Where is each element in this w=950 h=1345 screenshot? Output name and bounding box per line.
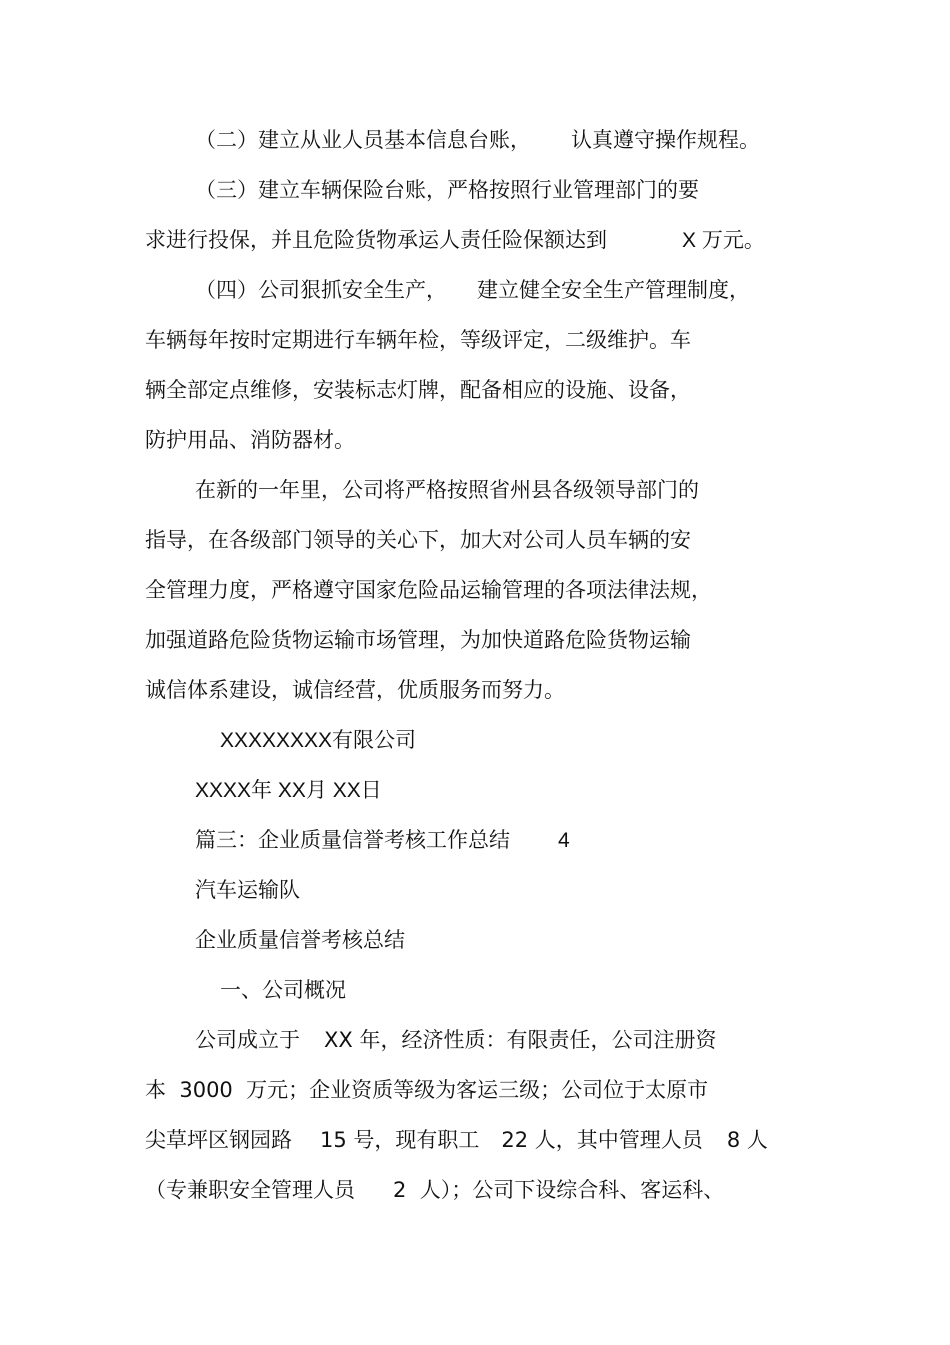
text-line-12 <box>145 680 565 701</box>
text-line-22 <box>145 1180 724 1201</box>
text-line-17 <box>195 930 405 951</box>
text-segment: 汽车运输队 <box>195 878 300 902</box>
text-segment: 诚信体系建设，诚信经营，优质服务而努力。 <box>145 678 565 702</box>
text-segment: 2 人）；公司下设综合科、客运科、 <box>393 1178 725 1202</box>
text-line-19 <box>195 1030 716 1051</box>
text-segment: 15 号，现有职工 <box>320 1128 480 1152</box>
text-segment: 8 人 <box>726 1128 768 1152</box>
text-segment: 求进行投保，并且危险货物承运人责任险保额达到 <box>145 228 607 252</box>
text-segment: 本 3000 万元；企业资质等级为客运三级；公司位于太原市 <box>145 1078 709 1102</box>
text-segment: 篇三：企业质量信誉考核工作总结 <box>195 828 510 852</box>
text-segment: 认真遵守操作规程。 <box>571 128 760 152</box>
text-segment: XX 年，经济性质：有限责任，公司注册资 <box>324 1028 717 1052</box>
text-segment: 企业质量信誉考核总结 <box>195 928 405 952</box>
text-segment: 在新的一年里，公司将严格按照省州县各级领导部门的 <box>195 478 699 502</box>
subheading-overview <box>220 980 346 1001</box>
company-signature <box>220 730 416 751</box>
text-segment: XXXXXXXX有限公司 <box>220 729 417 752</box>
text-segment: 一、公司概况 <box>220 978 346 1002</box>
text-segment: 车辆每年按时定期进行车辆年检，等级评定，二级维护。车 <box>145 328 691 352</box>
text-segment: 防护用品、消防器材。 <box>145 428 355 452</box>
text-line-3 <box>145 230 765 251</box>
section-heading-3 <box>195 830 570 851</box>
text-line-1 <box>195 130 760 151</box>
text-segment: X 万元。 <box>682 229 765 252</box>
text-line-16 <box>195 880 300 901</box>
text-line-8 <box>195 480 699 501</box>
text-line-6 <box>145 380 691 401</box>
text-line-21 <box>145 1130 768 1151</box>
text-line-11 <box>145 630 691 651</box>
text-segment: （专兼职安全管理人员 <box>145 1178 355 1202</box>
text-line-5 <box>145 330 691 351</box>
text-line-2 <box>195 180 699 201</box>
text-segment: 全管理力度，严格遵守国家危险品运输管理的各项法律法规， <box>145 578 712 602</box>
text-segment: 公司成立于 <box>195 1028 300 1052</box>
text-line-9 <box>145 530 691 551</box>
text-segment: （三）建立车辆保险台账，严格按照行业管理部门的要 <box>195 178 699 202</box>
text-line-20 <box>145 1080 708 1101</box>
text-segment: 建立健全安全生产管理制度， <box>477 278 750 302</box>
text-segment: 尖草坪区钢园路 <box>145 1128 292 1152</box>
text-segment: 辆全部定点维修，安装标志灯牌，配备相应的设施、设备， <box>145 378 691 402</box>
text-segment: （四）公司狠抓安全生产， <box>195 278 447 302</box>
text-segment: （二）建立从业人员基本信息台账， <box>195 128 531 152</box>
text-segment: 4 <box>558 829 570 852</box>
text-segment: 指导，在各级部门领导的关心下，加大对公司人员车辆的安 <box>145 528 691 552</box>
signature-date <box>195 780 382 801</box>
text-segment: 22 人，其中管理人员 <box>501 1128 703 1152</box>
text-line-4 <box>195 280 750 301</box>
text-segment: XXXX年 XX月 XX日 <box>195 779 382 802</box>
text-line-10 <box>145 580 712 601</box>
text-segment: 加强道路危险货物运输市场管理，为加快道路危险货物运输 <box>145 628 691 652</box>
text-line-7 <box>145 430 355 451</box>
